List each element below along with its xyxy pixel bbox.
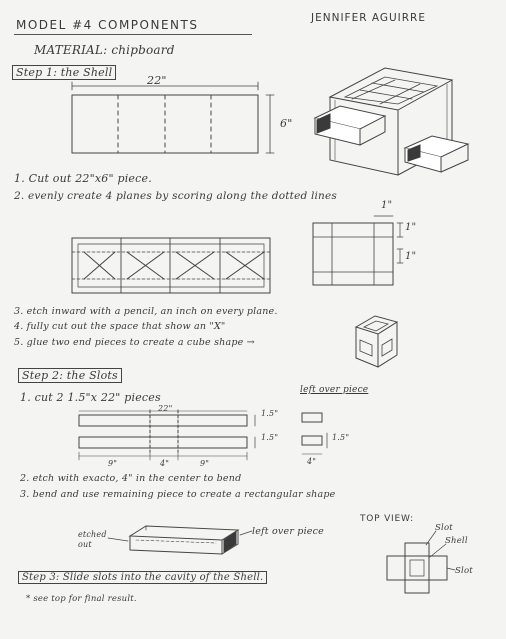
step1-instruction-4: 4. fully cut out the space that show an "X" bbox=[14, 321, 226, 332]
page-title: MODEL #4 COMPONENTS bbox=[16, 18, 199, 32]
step2-instruction-2: 2. etch with exacto, 4" in the center to bend bbox=[20, 473, 242, 484]
assembled-model-sketch bbox=[315, 68, 468, 175]
dim-9-right: 9" bbox=[200, 459, 210, 468]
dim-4-small: 4" bbox=[307, 457, 317, 466]
step1-dim-height: 6" bbox=[280, 117, 293, 130]
step1-instruction-2: 2. evenly create 4 planes by scoring along the dotted lines bbox=[14, 190, 338, 202]
dim-1-5-a: 1.5" bbox=[261, 409, 279, 418]
x-strip-diagram bbox=[72, 238, 270, 293]
shell-label: Shell bbox=[445, 536, 468, 546]
step1-instruction-5: 5. glue two end pieces to create a cube shape → bbox=[14, 337, 255, 348]
author-name: JENNIFER AGUIRRE bbox=[311, 12, 426, 24]
step1-dim-right-top: 1" bbox=[381, 200, 393, 211]
bent-slot-sketch bbox=[108, 526, 252, 554]
dim-1-5-b: 1.5" bbox=[261, 433, 279, 442]
top-view-diagram bbox=[387, 531, 455, 593]
dim-22: 22" bbox=[158, 404, 173, 413]
slot-label-b: Slot bbox=[455, 566, 473, 576]
top-view-label: TOP VIEW: bbox=[360, 514, 414, 524]
step1-heading: Step 1: the Shell bbox=[12, 65, 116, 80]
leftover-pieces-diagram bbox=[302, 413, 327, 454]
dim-4-mid: 4" bbox=[160, 459, 170, 468]
dim-9-left: 9" bbox=[108, 459, 118, 468]
leftover-label: left over piece bbox=[300, 385, 369, 395]
plane-detail-diagram bbox=[313, 216, 403, 285]
step1-dim-right-b: 1" bbox=[405, 251, 417, 262]
step2-instruction-1: 1. cut 2 1.5"x 22" pieces bbox=[20, 391, 161, 404]
step2-heading: Step 2: the Slots bbox=[18, 368, 122, 383]
material-label: MATERIAL: chipboard bbox=[34, 43, 175, 57]
cube-sketch bbox=[356, 316, 397, 367]
step3-note: * see top for final result. bbox=[26, 594, 137, 604]
etched-out-label: etched out bbox=[78, 530, 107, 549]
step1-dim-width: 22" bbox=[147, 74, 167, 87]
shell-strip-diagram bbox=[72, 82, 274, 153]
step2-instruction-3: 3. bend and use remaining piece to create a rectangular shape bbox=[20, 489, 336, 500]
leftover-piece-label: left over piece bbox=[252, 526, 324, 537]
dim-1-5-c: 1.5" bbox=[332, 433, 350, 442]
step3-heading: Step 3: Slide slots into the cavity of the Shell. bbox=[18, 571, 267, 584]
slot-label-a: Slot bbox=[435, 523, 453, 533]
slot-strips-diagram bbox=[79, 410, 255, 460]
step1-dim-right-a: 1" bbox=[405, 222, 417, 233]
step1-instruction-3: 3. etch inward with a pencil, an inch on every plane. bbox=[14, 306, 278, 317]
step1-instruction-1: 1. Cut out 22"x6" piece. bbox=[14, 172, 152, 185]
